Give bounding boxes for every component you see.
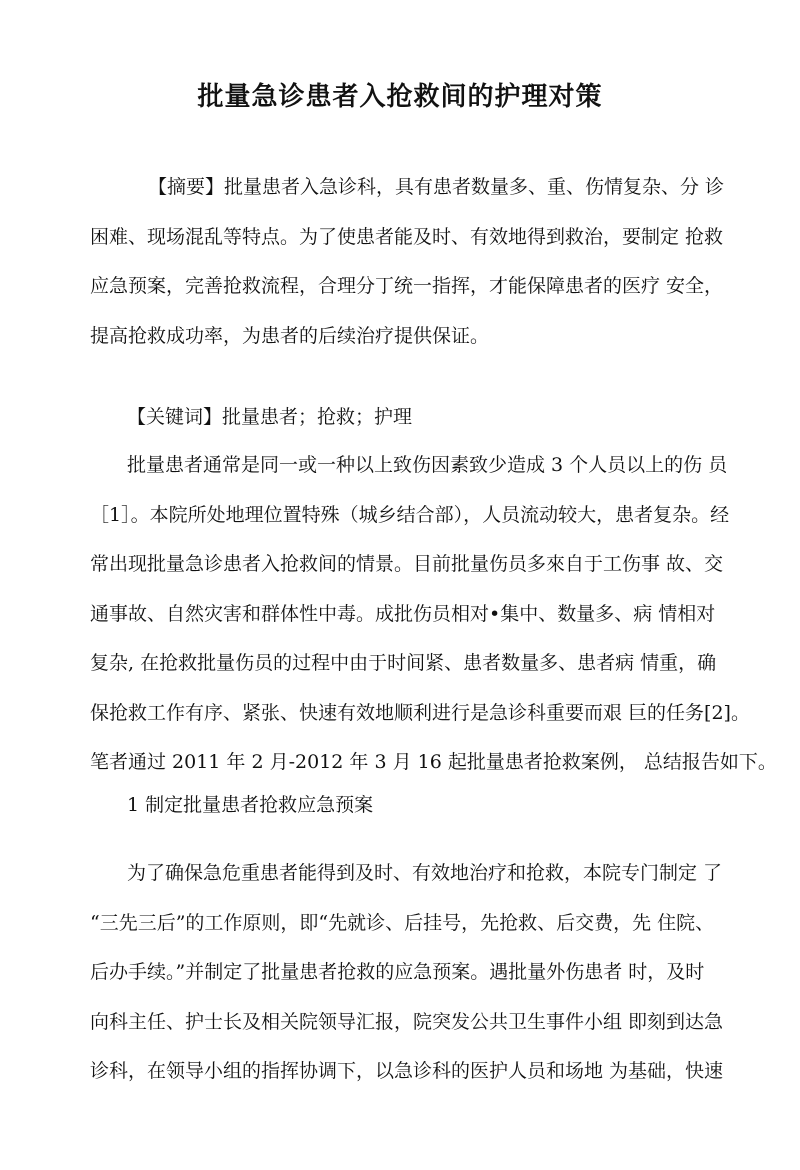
intro-line: 复杂, 在抢救批量伤员的过程中由于时间紧、患者数量多、患者病 情重，确 — [90, 652, 717, 674]
intro-paragraph — [90, 441, 777, 788]
section1-paragraph — [90, 849, 724, 1097]
intro-line: 常出现批量急诊患者入抢救间的情景。目前批量伤员多來自于工伤事 故、交 — [90, 553, 724, 575]
abstract-paragraph — [90, 163, 725, 361]
abstract-line: 应急预案，完善抢救流程，合理分丁统一指挥，才能保障患者的医疗 安全， — [90, 275, 724, 297]
section-heading: 1 制定批量患者抢救应急预案 — [127, 794, 374, 816]
intro-line: 通事故、自然灾害和群体性中毒。成批伤员相对•集中、数量多、病 情相对 — [90, 602, 716, 625]
abstract-line: 困难、现场混乱等特点。为了使患者能及时、有效地得到救治，要制定 抢救 — [90, 225, 724, 248]
section1-line: 诊科，在领导小组的指挥协调下，以急诊科的医护人员和场地 为基础，快速 — [90, 1060, 724, 1082]
intro-line: ［1］。本院所处地理位置特殊（城乡结合部），人员流动较大，患者复杂。经 — [90, 503, 730, 526]
document-title: 批量急诊患者入抢救间的护理对策 — [197, 82, 603, 112]
keywords-line: 【关键词】批量患者；抢救；护理 — [127, 406, 413, 428]
intro-line: 保抢救工作有序、紧张、快速有效地顺利进行是急诊科重要而艰 巨的任务[2]。 — [90, 701, 750, 724]
section1-line: 后办手续。”并制定了批量患者抢救的应急预案。遇批量外伤患者 时，及时 — [90, 961, 705, 983]
section1-line: 为了确保急危重患者能得到及时、有效地治疗和抢救，本院专门制定 了 — [127, 862, 723, 884]
section1-line: 向科主任、护士长及相关院领导汇报，院突发公共卫生事件小组 即刻到达急 — [90, 1010, 724, 1033]
intro-line: 笔者通过 2011 年 2 月-2012 年 3 月 16 起批量患者抢救案例， 总结报告如下。 — [90, 751, 777, 773]
section1-line: “三先三后”的工作原则，即“先就诊、后挂号，先抢救、后交费，先 住院、 — [90, 911, 715, 934]
intro-line: 批量患者通常是同一或一种以上致伤因素致少造成 3 个人员以上的伤 员 — [127, 454, 728, 476]
abstract-line: 提高抢救成功率，为患者的后续治疗提供保证。 — [90, 324, 490, 347]
abstract-line: 【摘要】批量患者入急诊科，具有患者数量多、重、伤情复杂、分 诊 — [148, 176, 725, 198]
